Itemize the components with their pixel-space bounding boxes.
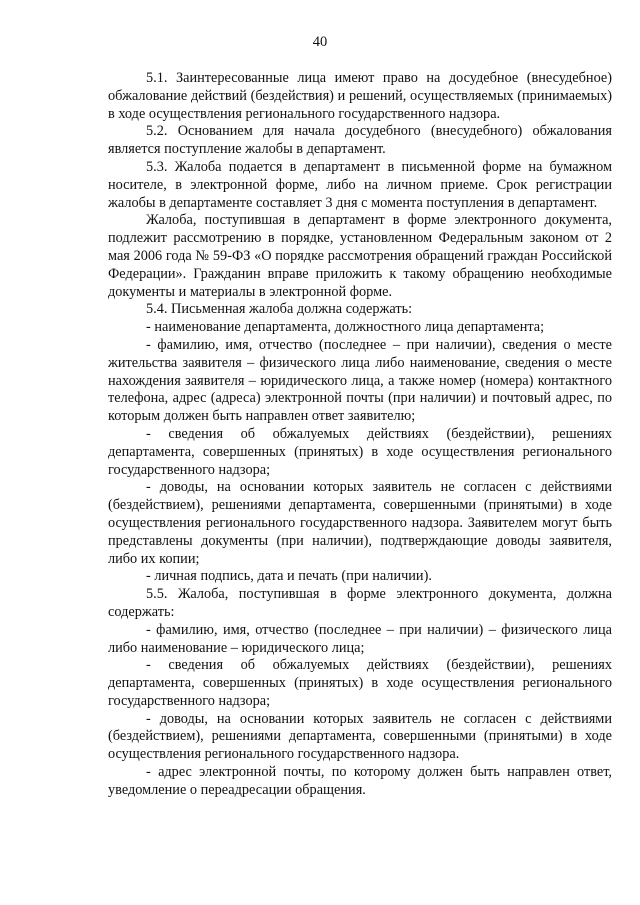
- list-item-department-name: - наименование департамента, должностного лица департамента;: [146, 319, 545, 336]
- paragraph-5-3: 5.3. Жалоба подается в департамент в письменной форме на бумажном носителе, в электронной форме, либо на личном приеме. Срок регистрации жалобы в департаменте составляет 3 дня с момента поступления в департамент.: [108, 158, 612, 211]
- paragraph-5-2: 5.2. Основанием для начала досудебного (внесудебного) обжалования является поступление жалобы в департамент.: [108, 123, 612, 158]
- document-body: [108, 70, 612, 800]
- list-item-arguments: - доводы, на основании которых заявитель не согласен с действиями (бездействием), решениями департамента, совершенными (принятыми) в ходе осуществления регионального государственного надзора. Заявителем могут быть представлены документы (при наличии), подтверждающие доводы заявителя, либо их копии;: [108, 479, 612, 567]
- list-item-electronic-appealed-actions: - сведения об обжалуемых действиях (бездействии), решениях департамента, совершенных (принятых) в ходе осуществления регионального государственного надзора;: [108, 657, 612, 709]
- page-number: 40: [312, 34, 328, 50]
- list-item-email-address: - адрес электронной почты, по которому должен быть направлен ответ, уведомление о переадресации обращения.: [108, 764, 612, 798]
- paragraph-electronic-complaint: Жалоба, поступившая в департамент в форме электронного документа, подлежит рассмотрению в порядке, установленном Федеральным законом от 2 мая 2006 года № 59-ФЗ «О порядке рассмотрения обращений граждан Российской Федерации». Гражданин вправе приложить к такому обращению необходимые документы и материалы в электронной форме.: [108, 212, 612, 300]
- paragraph-5-1: 5.1. Заинтересованные лица имеют право на досудебное (внесудебное) обжалование действий (бездействия) и решений, осуществляемых (принимаемых) в ходе осуществления регионального государственного надзора.: [108, 70, 612, 122]
- paragraph-5-4: 5.4. Письменная жалоба должна содержать:: [146, 301, 413, 318]
- list-item-signature: - личная подпись, дата и печать (при наличии).: [146, 568, 432, 585]
- list-item-appealed-actions: - сведения об обжалуемых действиях (бездействии), решениях департамента, совершенных (принятых) в ходе осуществления регионального государственного надзора;: [108, 425, 612, 478]
- list-item-electronic-applicant: - фамилию, имя, отчество (последнее – при наличии) – физического лица либо наименование – юридического лица;: [108, 621, 612, 656]
- paragraph-5-5: 5.5. Жалоба, поступившая в форме электронного документа, должна содержать:: [108, 586, 612, 620]
- list-item-electronic-arguments: - доводы, на основании которых заявитель не согласен с действиями (бездействием), решениями департамента, совершенными (принятыми) в ходе осуществления регионального государственного надзора.: [108, 710, 612, 763]
- list-item-applicant-details: - фамилию, имя, отчество (последнее – при наличии), сведения о месте жительства заявителя – физического лица либо наименование, сведения о месте нахождения заявителя – юридического лица, а также номер (номера) контактного телефона, адрес (адреса) электронной почты (при наличии) и почтовый адрес, по которым должен быть направлен ответ заявителю;: [108, 336, 612, 425]
